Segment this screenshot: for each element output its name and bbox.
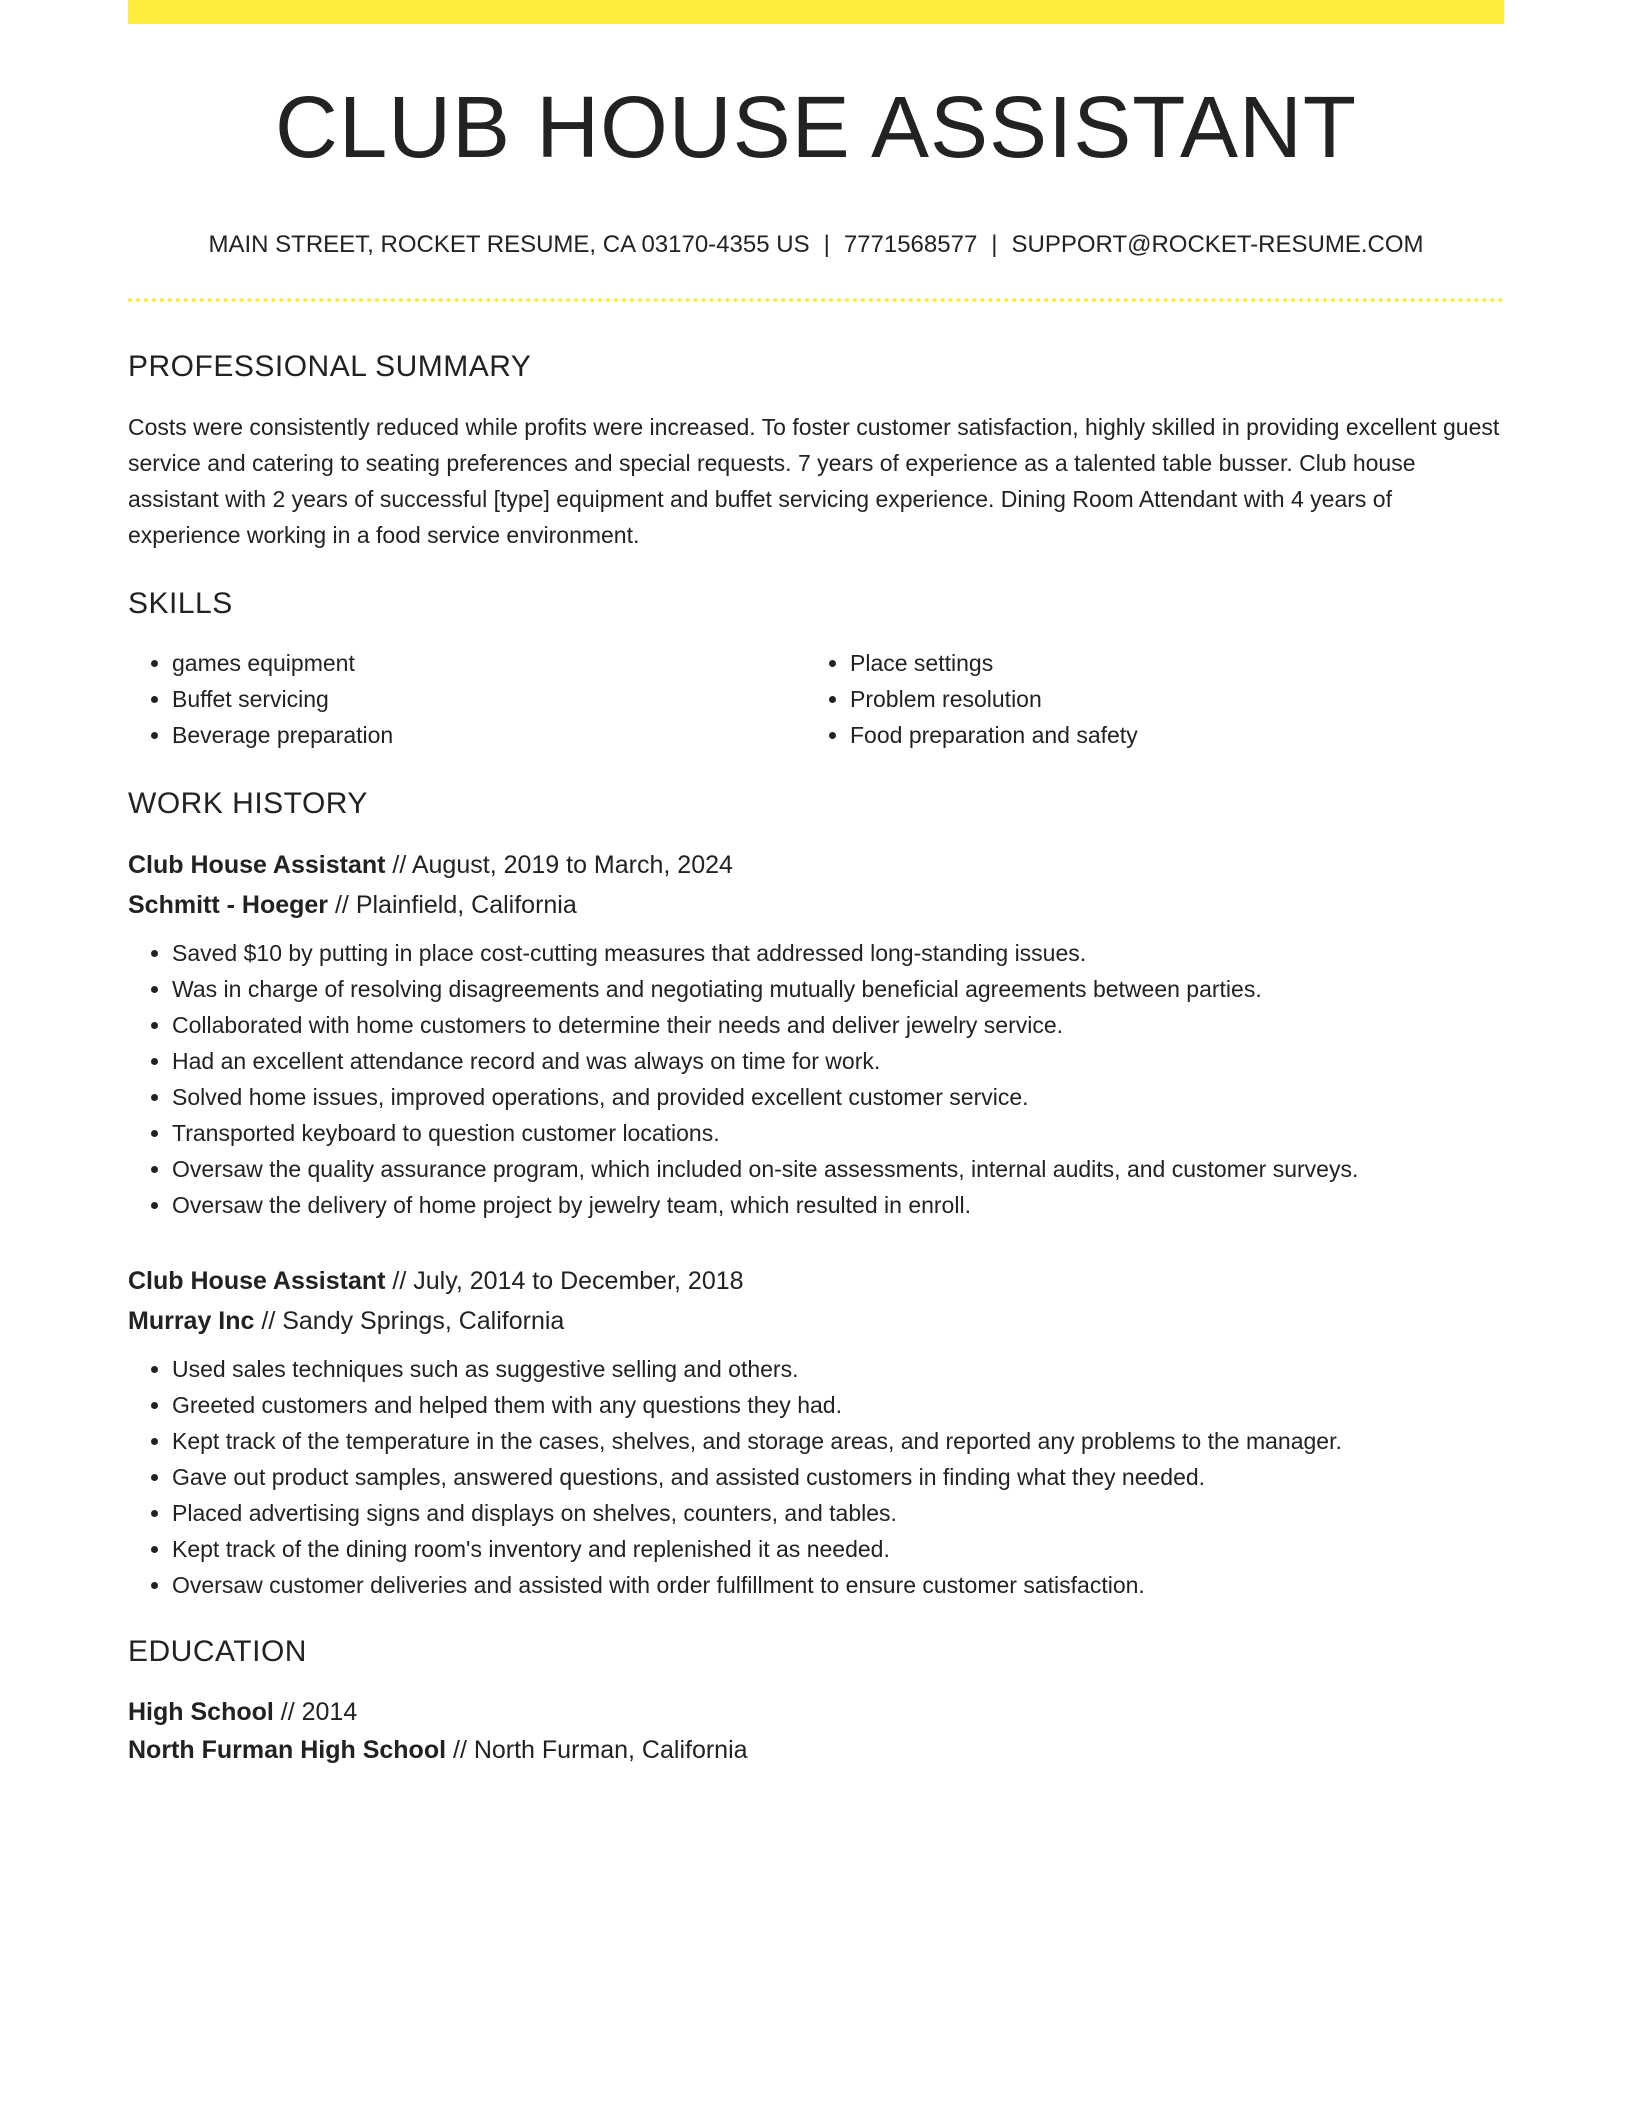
skills-list	[128, 645, 1504, 753]
job-location: // Plainfield, California	[328, 891, 577, 919]
contact-line	[128, 233, 1504, 257]
contact-phone: 7771568577	[843, 231, 978, 258]
job-company: Schmitt - Hoeger	[128, 891, 329, 919]
duty-item: • Transported keyboard to question customer locations.	[172, 1115, 1504, 1151]
duty-item: • Collaborated with home customers to determine their needs and deliver jewelry service.	[172, 1007, 1504, 1043]
job-role: Club House Assistant	[128, 1267, 386, 1295]
skill-item: • Food preparation and safety	[850, 717, 1484, 753]
duty-item: • Used sales techniques such as suggestive selling and others.	[172, 1351, 1504, 1387]
duty-item: • Gave out product samples, answered questions, and assisted customers in finding what they needed.	[172, 1459, 1504, 1495]
contact-separator: |	[823, 231, 830, 258]
candidate-name: CLUB HOUSE ASSISTANT	[275, 79, 1357, 176]
skills-heading: SKILLS	[128, 587, 233, 620]
education-degree-line	[128, 1693, 1504, 1731]
skill-item: • Problem resolution	[850, 681, 1484, 717]
duty-item: • Was in charge of resolving disagreements and negotiating mutually beneficial agreements between parties.	[172, 971, 1504, 1007]
skills-column-right	[806, 645, 1484, 753]
education-location: // North Furman, California	[446, 1736, 748, 1764]
skill-item: • Place settings	[850, 645, 1484, 681]
education-entry	[128, 1693, 1504, 1769]
job-dates: // August, 2019 to March, 2024	[385, 851, 733, 879]
skill-item: • games equipment	[172, 645, 806, 681]
job-company: Murray Inc	[128, 1307, 255, 1335]
job-role: Club House Assistant	[128, 851, 386, 879]
contact-separator: |	[991, 231, 998, 258]
duty-item: • Had an excellent attendance record and was always on time for work.	[172, 1043, 1504, 1079]
job-entry	[128, 845, 1504, 1223]
duty-item: • Oversaw customer deliveries and assisted with order fulfillment to ensure customer satisfaction.	[172, 1567, 1504, 1603]
job-dates: // July, 2014 to December, 2018	[385, 1267, 744, 1295]
contact-email: SUPPORT@ROCKET-RESUME.COM	[1011, 231, 1424, 258]
job-entry	[128, 1261, 1504, 1603]
resume-page	[128, 0, 1504, 1769]
job-role-line	[128, 1261, 1504, 1301]
skills-column-left	[128, 645, 806, 753]
top-accent-bar	[128, 0, 1504, 24]
job-location: // Sandy Springs, California	[254, 1307, 565, 1335]
summary-heading: PROFESSIONAL SUMMARY	[128, 350, 532, 383]
duty-item: • Kept track of the temperature in the cases, shelves, and storage areas, and reported any problems to the manager.	[172, 1423, 1504, 1459]
job-role-line	[128, 845, 1504, 885]
duty-item: • Oversaw the quality assurance program, which included on-site assessments, internal audits, and customer surveys.	[172, 1151, 1504, 1187]
duty-item: • Saved $10 by putting in place cost-cutting measures that addressed long-standing issues.	[172, 935, 1504, 971]
education-year: // 2014	[273, 1698, 358, 1726]
education-school-line	[128, 1731, 1504, 1769]
work-history-heading: WORK HISTORY	[128, 787, 368, 820]
duty-item: • Solved home issues, improved operations, and provided excellent customer service.	[172, 1079, 1504, 1115]
summary-text: Costs were consistently reduced while profits were increased. To foster customer satisfaction, highly skilled in providing excellent guest service and catering to seating preferences and special requests. 7 years of experience as a talented table busser. Club house assistant with 2 years of successful [type] equipment and buffet servicing experience. Dining Room Attendant with 4 years of experience working in a food service environment.	[128, 414, 1500, 548]
contact-address: MAIN STREET, ROCKET RESUME, CA 03170-4355 US	[208, 231, 810, 258]
duty-item: • Kept track of the dining room's inventory and replenished it as needed.	[172, 1531, 1504, 1567]
duty-item: • Oversaw the delivery of home project by jewelry team, which resulted in enroll.	[172, 1187, 1504, 1223]
education-degree: High School	[128, 1698, 274, 1726]
job-duties	[128, 1351, 1504, 1603]
skill-item: • Buffet servicing	[172, 681, 806, 717]
duty-item: • Greeted customers and helped them with any questions they had.	[172, 1387, 1504, 1423]
job-duties	[128, 935, 1504, 1223]
education-heading: EDUCATION	[128, 1635, 307, 1668]
education-school: North Furman High School	[128, 1736, 447, 1764]
duty-item: • Placed advertising signs and displays on shelves, counters, and tables.	[172, 1495, 1504, 1531]
skill-item: • Beverage preparation	[172, 717, 806, 753]
job-company-line	[128, 1301, 1504, 1341]
header-divider	[128, 298, 1504, 302]
job-company-line	[128, 885, 1504, 925]
